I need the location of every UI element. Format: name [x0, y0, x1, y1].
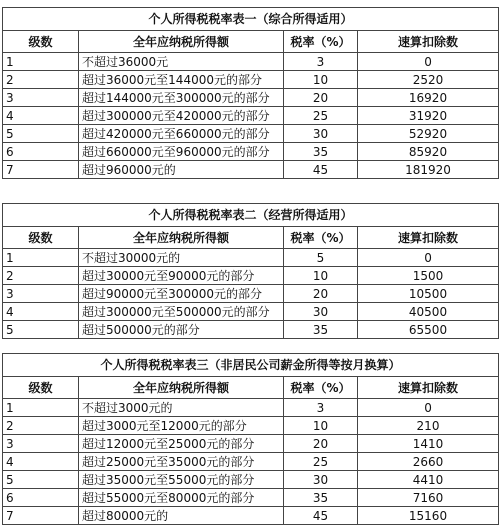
cell-income-range: 超过25000元至35000元的部分 [79, 453, 284, 471]
header-level: 级数 [3, 227, 79, 249]
cell-tax-rate: 35 [284, 143, 358, 161]
table-title: 个人所得税税率表一（综合所得适用） [3, 8, 499, 31]
header-income-range: 全年应纳税所得额 [79, 227, 284, 249]
cell-level: 4 [3, 107, 79, 125]
cell-tax-rate: 10 [284, 267, 358, 285]
table-row [3, 471, 499, 489]
cell-tax-rate: 30 [284, 125, 358, 143]
cell-income-range: 超过3000元至12000元的部分 [79, 417, 284, 435]
cell-tax-rate: 3 [284, 53, 358, 71]
cell-quick-deduction: 52920 [358, 125, 499, 143]
table-title-row [3, 204, 499, 227]
table-row [3, 417, 499, 435]
cell-quick-deduction: 0 [358, 399, 499, 417]
header-tax-rate: 税率（%） [284, 227, 358, 249]
table-row [3, 161, 499, 179]
cell-tax-rate: 3 [284, 399, 358, 417]
header-quick-deduction: 速算扣除数 [358, 377, 499, 399]
cell-income-range: 超过300000元至420000元的部分 [79, 107, 284, 125]
cell-tax-rate: 45 [284, 161, 358, 179]
table-row [3, 507, 499, 525]
table-title: 个人所得税税率表三（非居民公司薪金所得等按月换算） [3, 354, 499, 377]
cell-income-range: 超过80000元的 [79, 507, 284, 525]
cell-tax-rate: 20 [284, 435, 358, 453]
table-row [3, 303, 499, 321]
tax-rate-table-nonresident [2, 353, 499, 525]
table-row [3, 89, 499, 107]
cell-level: 5 [3, 471, 79, 489]
cell-tax-rate: 30 [284, 303, 358, 321]
table-row [3, 399, 499, 417]
cell-level: 4 [3, 453, 79, 471]
cell-income-range: 不超过36000元 [79, 53, 284, 71]
table-row [3, 143, 499, 161]
cell-income-range: 不超过3000元的 [79, 399, 284, 417]
table-row [3, 71, 499, 89]
cell-income-range: 超过660000元至960000元的部分 [79, 143, 284, 161]
cell-level: 6 [3, 143, 79, 161]
cell-level: 5 [3, 321, 79, 339]
cell-tax-rate: 35 [284, 321, 358, 339]
tax-rate-table-comprehensive [2, 7, 499, 179]
table-body [3, 8, 499, 179]
header-income-range: 全年应纳税所得额 [79, 31, 284, 53]
header-tax-rate: 税率（%） [284, 31, 358, 53]
cell-quick-deduction: 10500 [358, 285, 499, 303]
cell-level: 3 [3, 89, 79, 107]
table-title-row [3, 8, 499, 31]
cell-quick-deduction: 4410 [358, 471, 499, 489]
cell-tax-rate: 45 [284, 507, 358, 525]
cell-quick-deduction: 181920 [358, 161, 499, 179]
table-row [3, 453, 499, 471]
cell-level: 7 [3, 507, 79, 525]
table-row [3, 249, 499, 267]
cell-quick-deduction: 0 [358, 53, 499, 71]
header-level: 级数 [3, 377, 79, 399]
cell-quick-deduction: 210 [358, 417, 499, 435]
cell-level: 1 [3, 249, 79, 267]
cell-quick-deduction: 7160 [358, 489, 499, 507]
cell-income-range: 超过30000元至90000元的部分 [79, 267, 284, 285]
cell-tax-rate: 5 [284, 249, 358, 267]
cell-tax-rate: 20 [284, 89, 358, 107]
table-body [3, 204, 499, 339]
cell-income-range: 超过55000元至80000元的部分 [79, 489, 284, 507]
cell-level: 3 [3, 285, 79, 303]
table-row [3, 489, 499, 507]
cell-income-range: 超过300000元至500000元的部分 [79, 303, 284, 321]
table-header-row [3, 227, 499, 249]
cell-level: 7 [3, 161, 79, 179]
cell-quick-deduction: 0 [358, 249, 499, 267]
table-title: 个人所得税税率表二（经营所得适用） [3, 204, 499, 227]
table-row [3, 267, 499, 285]
tax-rate-table-business [2, 203, 499, 339]
cell-income-range: 不超过30000元的 [79, 249, 284, 267]
table-row [3, 107, 499, 125]
cell-income-range: 超过500000元的部分 [79, 321, 284, 339]
cell-tax-rate: 10 [284, 71, 358, 89]
cell-quick-deduction: 2520 [358, 71, 499, 89]
cell-level: 2 [3, 417, 79, 435]
cell-tax-rate: 25 [284, 107, 358, 125]
header-level: 级数 [3, 31, 79, 53]
table-body [3, 354, 499, 525]
cell-level: 1 [3, 53, 79, 71]
table-header-row [3, 377, 499, 399]
cell-income-range: 超过35000元至55000元的部分 [79, 471, 284, 489]
header-quick-deduction: 速算扣除数 [358, 31, 499, 53]
header-quick-deduction: 速算扣除数 [358, 227, 499, 249]
cell-income-range: 超过90000元至300000元的部分 [79, 285, 284, 303]
cell-quick-deduction: 40500 [358, 303, 499, 321]
header-tax-rate: 税率（%） [284, 377, 358, 399]
cell-tax-rate: 25 [284, 453, 358, 471]
cell-tax-rate: 30 [284, 471, 358, 489]
cell-level: 6 [3, 489, 79, 507]
table-row [3, 321, 499, 339]
cell-level: 5 [3, 125, 79, 143]
table-row [3, 435, 499, 453]
cell-income-range: 超过12000元至25000元的部分 [79, 435, 284, 453]
table-row [3, 53, 499, 71]
table-row [3, 125, 499, 143]
cell-level: 1 [3, 399, 79, 417]
cell-income-range: 超过144000元至300000元的部分 [79, 89, 284, 107]
cell-tax-rate: 10 [284, 417, 358, 435]
cell-level: 2 [3, 71, 79, 89]
cell-income-range: 超过36000元至144000元的部分 [79, 71, 284, 89]
cell-income-range: 超过420000元至660000元的部分 [79, 125, 284, 143]
cell-quick-deduction: 85920 [358, 143, 499, 161]
table-header-row [3, 31, 499, 53]
header-income-range: 全年应纳税所得额 [79, 377, 284, 399]
cell-quick-deduction: 1500 [358, 267, 499, 285]
cell-level: 2 [3, 267, 79, 285]
cell-quick-deduction: 31920 [358, 107, 499, 125]
cell-quick-deduction: 2660 [358, 453, 499, 471]
cell-quick-deduction: 65500 [358, 321, 499, 339]
table-title-row [3, 354, 499, 377]
cell-quick-deduction: 1410 [358, 435, 499, 453]
cell-income-range: 超过960000元的 [79, 161, 284, 179]
cell-level: 3 [3, 435, 79, 453]
cell-quick-deduction: 15160 [358, 507, 499, 525]
cell-level: 4 [3, 303, 79, 321]
cell-quick-deduction: 16920 [358, 89, 499, 107]
table-row [3, 285, 499, 303]
cell-tax-rate: 20 [284, 285, 358, 303]
cell-tax-rate: 35 [284, 489, 358, 507]
